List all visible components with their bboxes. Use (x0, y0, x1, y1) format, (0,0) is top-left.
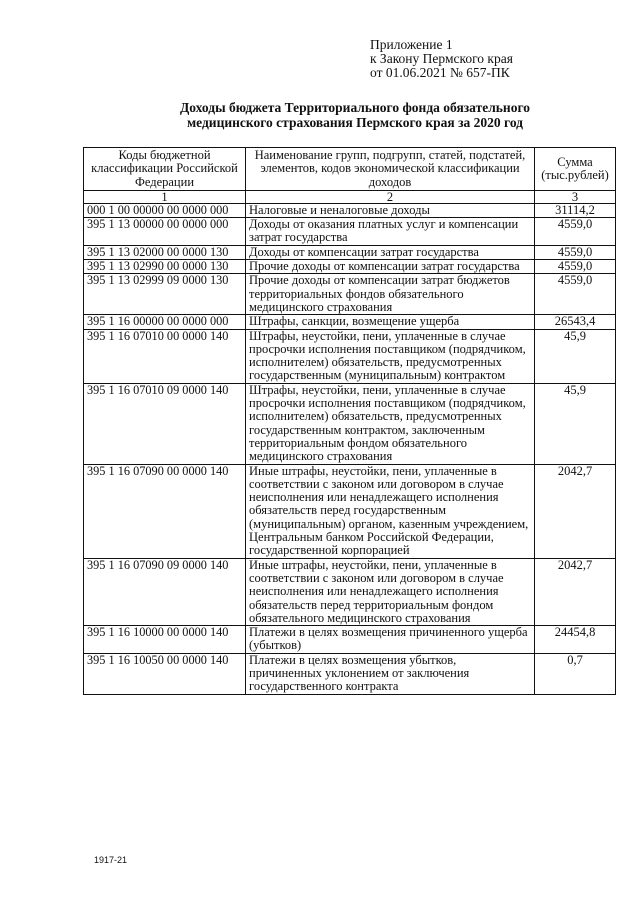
row-amount: 24454,8 (535, 626, 616, 654)
table-row (84, 464, 616, 558)
row-name: Доходы от компенсации затрат государства (246, 245, 535, 259)
table-row (84, 626, 616, 654)
table-row (84, 203, 616, 217)
row-amount: 26543,4 (535, 315, 616, 329)
row-code: 395 1 16 07010 09 0000 140 (84, 383, 246, 464)
row-code: 395 1 16 07090 00 0000 140 (84, 464, 246, 558)
document-title-line-2: медицинского страхования Пермского края за 2020 год (186, 115, 524, 130)
appendix-line-3: от 01.06.2021 № 657-ПК (370, 65, 510, 80)
row-code: 395 1 13 02000 00 0000 130 (84, 245, 246, 259)
table-row (84, 329, 616, 383)
row-name: Платежи в целях возмещения убытков, причиненных уклонением от заключения государственного контракта (246, 653, 535, 694)
table-row (84, 260, 616, 274)
row-code: 395 1 13 02990 00 0000 130 (84, 260, 246, 274)
row-amount: 4559,0 (535, 218, 616, 246)
revenue-table (83, 147, 616, 695)
column-number-2: 2 (246, 190, 535, 203)
row-amount: 2042,7 (535, 464, 616, 558)
appendix-line-2: к Закону Пермского края (370, 51, 513, 66)
table-header-row (84, 148, 616, 191)
appendix-line-1: Приложение 1 (370, 37, 453, 52)
row-amount: 4559,0 (535, 260, 616, 274)
table-row (84, 558, 616, 625)
appendix-block (370, 38, 513, 80)
table-row (84, 218, 616, 246)
row-code: 000 1 00 00000 00 0000 000 (84, 203, 246, 217)
row-name: Налоговые и неналоговые доходы (246, 203, 535, 217)
row-code: 395 1 16 10000 00 0000 140 (84, 626, 246, 654)
row-name: Штрафы, неустойки, пени, уплаченные в случае просрочки исполнения поставщиком (подрядчиком, исполнителем) обязательств, предусмотренных государственным (муниципальным) контрактом (246, 329, 535, 383)
row-code: 395 1 16 07090 09 0000 140 (84, 558, 246, 625)
row-name: Доходы от оказания платных услуг и компенсации затрат государства (246, 218, 535, 246)
row-amount: 4559,0 (535, 245, 616, 259)
table-row (84, 245, 616, 259)
row-code: 395 1 16 07010 00 0000 140 (84, 329, 246, 383)
document-title-line-1: Доходы бюджета Территориального фонда обязательного (179, 100, 530, 115)
row-name: Иные штрафы, неустойки, пени, уплаченные в соответствии с законом или договором в случае неисполнения или ненадлежащего исполнения обязательств перед территориальным фондом обязательного медицинского страхования (246, 558, 535, 625)
column-number-row (84, 190, 616, 203)
column-number-1: 1 (84, 190, 246, 203)
table-row (84, 315, 616, 329)
row-code: 395 1 16 10050 00 0000 140 (84, 653, 246, 694)
row-name: Платежи в целях возмещения причиненного ущерба (убытков) (246, 626, 535, 654)
document-title (90, 100, 620, 130)
row-amount: 31114,2 (535, 203, 616, 217)
row-name: Прочие доходы от компенсации затрат бюджетов территориальных фондов обязательного медицинского страхования (246, 274, 535, 315)
row-amount: 2042,7 (535, 558, 616, 625)
row-name: Иные штрафы, неустойки, пени, уплаченные в соответствии с законом или договором в случае неисполнения или ненадлежащего исполнения обязательств перед государственным (муниципальным) органом, казенным учреждением, Центральным банком Российской Федерации, государственной корпорацией (246, 464, 535, 558)
row-code: 395 1 13 00000 00 0000 000 (84, 218, 246, 246)
table-row (84, 383, 616, 464)
header-codes: Коды бюджетной классификации Российской Федерации (84, 148, 246, 191)
row-amount: 0,7 (535, 653, 616, 694)
header-name: Наименование групп, подгрупп, статей, подстатей, элементов, кодов экономической классификации доходов (246, 148, 535, 191)
row-name: Прочие доходы от компенсации затрат государства (246, 260, 535, 274)
row-amount: 45,9 (535, 329, 616, 383)
row-amount: 4559,0 (535, 274, 616, 315)
row-name: Штрафы, неустойки, пени, уплаченные в случае просрочки исполнения поставщиком (подрядчиком, исполнителем) обязательств, предусмотренных государственным контрактом, заключенным территориальным фондом обязательного медицинского страхования (246, 383, 535, 464)
row-amount: 45,9 (535, 383, 616, 464)
table-row (84, 274, 616, 315)
row-code: 395 1 16 00000 00 0000 000 (84, 315, 246, 329)
footer-code: 1917-21 (94, 855, 128, 865)
column-number-3: 3 (535, 190, 616, 203)
row-code: 395 1 13 02999 09 0000 130 (84, 274, 246, 315)
table-body (84, 203, 616, 694)
header-amount: Сумма (тыс.рублей) (535, 148, 616, 191)
row-name: Штрафы, санкции, возмещение ущерба (246, 315, 535, 329)
table-row (84, 653, 616, 694)
